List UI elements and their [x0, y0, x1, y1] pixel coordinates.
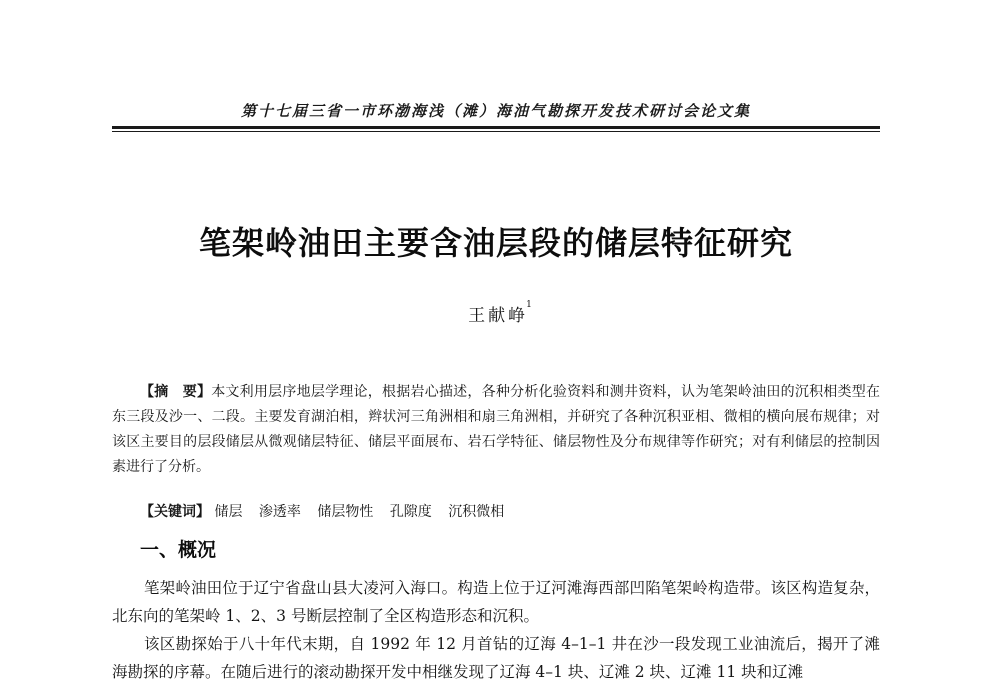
keywords — [140, 500, 880, 525]
section-body — [112, 574, 880, 686]
running-header: 第十七届三省一市环渤海浅（滩）海油气勘探开发技术研讨会论文集 — [240, 102, 751, 120]
author-name: 王献峥 — [468, 306, 529, 326]
author-footnote-marker: 1 — [526, 300, 532, 310]
paper-title: 笔架岭油田主要含油层段的储层特征研究 — [198, 224, 793, 262]
section-heading: 一、概况 — [140, 539, 217, 561]
body-paragraph: 该区勘探始于八十年代末期，自 1992 年 12 月首钻的辽海 4–1–1 井在沙一段发现工业油流后，揭开了滩海勘探的序幕。在随后进行的滚动勘探开发中相继发现了辽海 4–1 块、辽滩 2 块、辽滩 11 块和辽滩 — [112, 635, 880, 681]
header-rule-thick — [112, 126, 880, 129]
keyword: 储层 — [214, 504, 243, 520]
keyword: 孔隙度 — [389, 504, 432, 520]
header-rule-thin — [112, 131, 880, 132]
keyword: 沉积微相 — [448, 504, 505, 520]
keywords-label: 【关键词】 — [140, 504, 210, 520]
body-paragraph: 笔架岭油田位于辽宁省盘山县大凌河入海口。构造上位于辽河滩海西部凹陷笔架岭构造带。该区构造复杂，北东向的笔架岭 1、2、3 号断层控制了全区构造形态和沉积。 — [112, 579, 880, 625]
abstract — [112, 380, 880, 480]
abstract-label: 【摘 要】 — [140, 384, 212, 400]
keyword: 储层物性 — [317, 504, 374, 520]
keyword: 渗透率 — [258, 504, 301, 520]
author-line — [0, 300, 1000, 326]
abstract-text: 本文利用层序地层学理论，根据岩心描述，各种分析化验资料和测井资料，认为笔架岭油田的沉积相类型在东三段及沙一、二段。主要发育湖泊相，辫状河三角洲相和扇三角洲相，并研究了各种沉积亚相、微相的横向展布规律；对该区主要目的层段储层从微观储层特征、储层平面展布、岩石学特征、储层物性及分布规律等作研究；对有利储层的控制因素进行了分析。 — [112, 384, 881, 475]
